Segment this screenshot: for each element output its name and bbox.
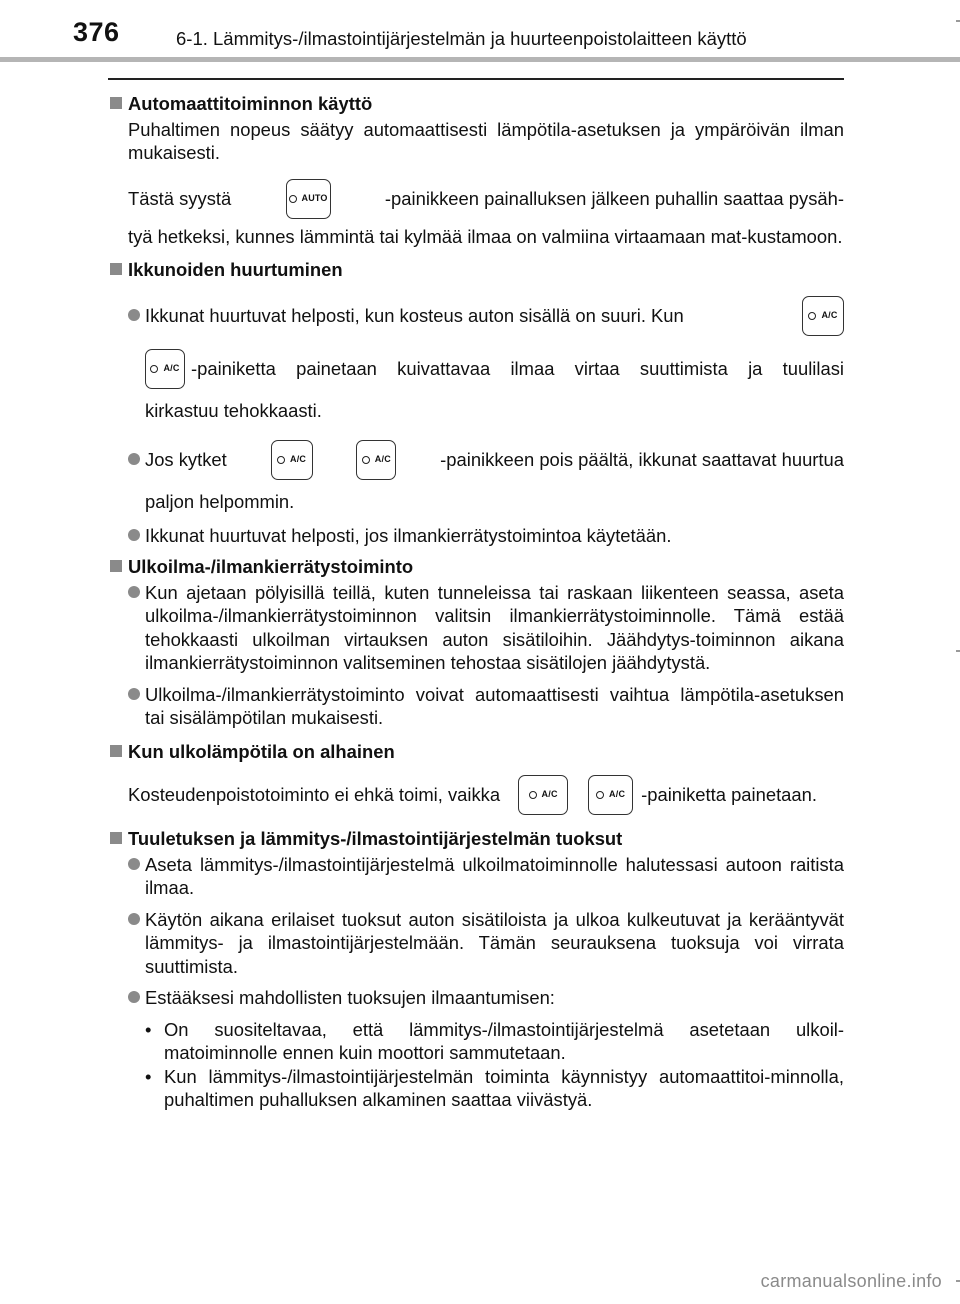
ac-button-icon: A/C — [588, 775, 633, 815]
bullet-dot-icon — [128, 586, 140, 598]
fog-bullet-2-mid: -painikkeen pois päältä, ikkunat saattavat huurtua — [440, 449, 844, 471]
ac-button-icon: A/C — [145, 349, 185, 389]
section-heading-auto: Automaattitoiminnon käyttö — [108, 92, 844, 116]
section-heading-recirc: Ulkoilma-/ilmankierrätystoiminto — [108, 555, 844, 579]
ac-button-icon: A/C — [518, 775, 568, 815]
fog-bullet-2-end: paljon helpommin. — [145, 491, 295, 512]
cold-paragraph-line — [108, 774, 844, 816]
recirc-bullet-2: Ulkoilma-/ilmankierrätystoiminto voivat automaattisesti vaihtua lämpötila-asetuksen tai sisälämpötilan mukaisesti. — [108, 683, 844, 730]
auto-paragraph-2-start: Tästä syystä — [128, 187, 232, 209]
odor-sub-bullet-2: • Kun lämmitys-/ilmastointijärjestelmän toiminta käynnistyy automaattitoi-minnolla, puhaltimen puhalluksen alkaminen saattaa viivästyä. — [145, 1065, 844, 1110]
header-divider — [0, 57, 960, 62]
watermark: carmanualsonline.info — [760, 1271, 942, 1291]
ac-button-icon: A/C — [802, 296, 844, 336]
auto-paragraph-2-line — [108, 178, 844, 220]
auto-button-icon: AUTO — [286, 179, 331, 219]
header-title: 6-1. Lämmitys-/ilmastointijärjestelmän ja huurteenpoistolaitteen käyttö — [176, 28, 747, 49]
bullet-dot-icon — [128, 453, 140, 465]
crop-mark — [956, 650, 960, 652]
bullet-dot-icon — [128, 991, 140, 1003]
fog-bullet-3: Ikkunat huurtuvat helposti, jos ilmankierrätystoimintoa käytetään. — [108, 524, 844, 548]
auto-paragraph-2-end: -painikkeen painalluksen jälkeen puhallin saattaa pysäh- — [384, 187, 844, 209]
section-heading-fog: Ikkunoiden huurtuminen — [108, 258, 844, 282]
odor-sub-bullet-1: • On suositeltavaa, että lämmitys-/ilmastointijärjestelmä asetetaan ulkoil-matoiminnolle ennen kuin moottori sammutetaan. — [145, 1018, 844, 1063]
recirc-bullet-1: Kun ajetaan pölyisillä teillä, kuten tunneleissa tai raskaan liikenteen seassa, aseta ulkoilma-/ilmankierrätystoiminnon valitsin ilmankierrätystoiminnolle. Tämä estää tehokkaasti ulkoilman virtauksen auton sisätiloihin. Jäähdytys-toiminnon aikana ilmankierrätystoiminnon valitseminen tehostaa sisätilojen jäähdytystä. — [108, 581, 844, 675]
fog-bullet-1 — [108, 295, 844, 423]
section-heading-cold: Kun ulkolämpötila on alhainen — [108, 740, 844, 764]
bullet-dot-icon — [128, 858, 140, 870]
page-content — [108, 92, 844, 1112]
odor-bullet-3: Estääksesi mahdollisten tuoksujen ilmaantumisen: — [108, 986, 844, 1010]
bullet-dot-icon — [128, 688, 140, 700]
page-number: 376 — [73, 17, 120, 47]
fog-bullet-1-start: Ikkunat huurtuvat helposti, kun kosteus auton sisällä on suuri. Kun — [145, 304, 684, 326]
bullet-dot-icon — [128, 529, 140, 541]
odor-bullet-1: Aseta lämmitys-/ilmastointijärjestelmä ulkoilmatoiminnolle halutessasi autoon raitista ilmaa. — [108, 853, 844, 900]
auto-paragraph-1: Puhaltimen nopeus säätyy automaattisesti lämpötila-asetuksen ja ympäröivän ilman mukaisesti. — [128, 118, 844, 163]
odor-bullet-2: Käytön aikana erilaiset tuoksut auton sisätiloista ja ulkoa kulkeutuvat ja kerääntyvät lämmitys- ja ilmastointijärjestelmään. Tämän seurauksena tuoksuja voi virrata suuttimista. — [108, 908, 844, 979]
bullet-dot-icon — [128, 913, 140, 925]
ac-button-icon: A/C — [271, 440, 313, 480]
cold-paragraph-start: Kosteudenpoistotoiminto ei ehkä toimi, vaikka — [128, 784, 501, 806]
bullet-dot-icon — [128, 309, 140, 321]
fog-bullet-2 — [108, 439, 844, 514]
crop-mark — [956, 1280, 960, 1282]
fog-bullet-2-start: Jos kytket — [145, 449, 227, 471]
section-heading-odor: Tuuletuksen ja lämmitys-/ilmastointijärjestelmän tuoksut — [108, 827, 844, 851]
crop-mark — [956, 20, 960, 22]
auto-paragraph-2-rest: tyä hetkeksi, kunnes lämmintä tai kylmää ilmaa on valmiina virtaamaan mat-kustamoon. — [128, 225, 843, 247]
content-divider — [108, 78, 844, 80]
fog-bullet-1-end: kirkastuu tehokkaasti. — [145, 399, 322, 421]
ac-button-icon: A/C — [356, 440, 396, 480]
cold-paragraph-end: -painiketta painetaan. — [641, 784, 817, 806]
fog-bullet-1-mid: -painiketta painetaan kuivattavaa ilmaa virtaa suuttimista ja tuulilasi — [191, 357, 844, 379]
